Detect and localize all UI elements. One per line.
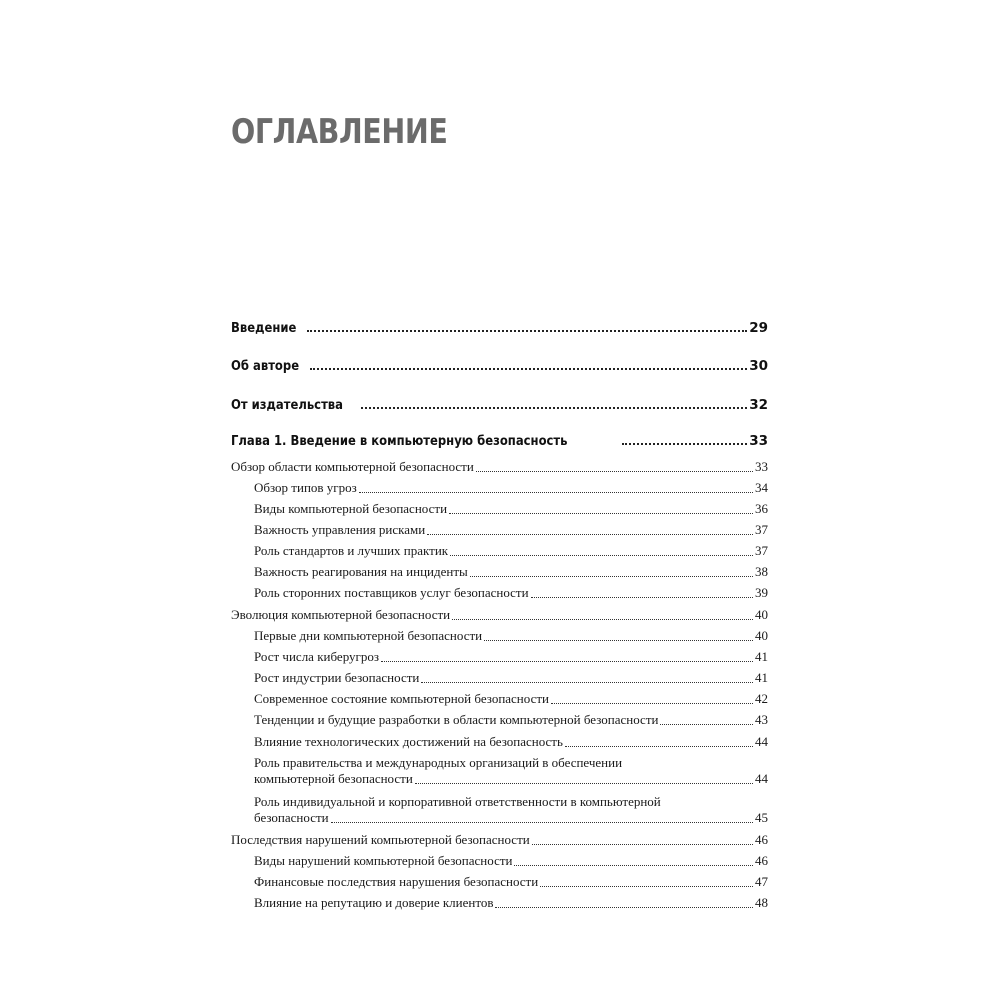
toc-subsection[interactable] bbox=[254, 691, 768, 707]
toc-subsection[interactable] bbox=[254, 794, 768, 826]
toc-page-number: 48 bbox=[755, 895, 768, 910]
toc-entry-chapter-1[interactable] bbox=[231, 433, 768, 449]
toc-page-number: 44 bbox=[755, 734, 768, 749]
toc-section-title: Обзор области компьютерной безопасности bbox=[231, 459, 474, 474]
dot-leader bbox=[452, 619, 753, 620]
toc-subsection-title: Роль сторонних поставщиков услуг безопасности bbox=[254, 585, 529, 600]
toc-entry-title: Введение bbox=[231, 320, 297, 336]
toc-section[interactable] bbox=[231, 459, 768, 475]
toc-subsection[interactable] bbox=[254, 480, 768, 496]
toc-entry-introduction[interactable] bbox=[231, 320, 768, 336]
toc-page-number: 43 bbox=[755, 712, 768, 727]
toc-subsection-title: Рост числа киберугроз bbox=[254, 649, 379, 664]
dot-leader bbox=[476, 471, 753, 472]
dot-leader bbox=[381, 661, 753, 662]
toc-page-number: 37 bbox=[755, 543, 768, 558]
toc-subsection-title: Современное состояние компьютерной безопасности bbox=[254, 691, 550, 706]
toc-page-number: 44 bbox=[755, 771, 768, 786]
toc-subsection-title: Виды компьютерной безопасности bbox=[254, 501, 448, 516]
toc-subsection-title-line2: компьютерной безопасности bbox=[254, 771, 413, 786]
toc-page-number: 33 bbox=[749, 433, 768, 449]
dot-leader bbox=[622, 443, 747, 445]
toc-page-number: 41 bbox=[755, 670, 768, 685]
toc-subsection[interactable] bbox=[254, 755, 768, 787]
toc-section-title: Последствия нарушений компьютерной безопасности bbox=[231, 832, 530, 847]
toc-subsection[interactable] bbox=[254, 564, 768, 580]
toc-page-number: 30 bbox=[749, 358, 768, 374]
toc-page-number: 33 bbox=[755, 459, 768, 474]
toc-subsection[interactable] bbox=[254, 895, 768, 911]
dot-leader bbox=[660, 724, 753, 725]
dot-leader bbox=[427, 534, 753, 535]
toc-page-number: 47 bbox=[755, 874, 768, 889]
dot-leader bbox=[307, 330, 747, 332]
toc-subsection[interactable] bbox=[254, 649, 768, 665]
toc-page-number: 29 bbox=[749, 320, 768, 336]
toc-subsection[interactable] bbox=[254, 543, 768, 559]
dot-leader bbox=[495, 907, 753, 908]
dot-leader bbox=[484, 640, 753, 641]
dot-leader bbox=[531, 597, 753, 598]
toc-subsection[interactable] bbox=[254, 628, 768, 644]
dot-leader bbox=[450, 555, 753, 556]
toc-page-number: 37 bbox=[755, 522, 768, 537]
dot-leader bbox=[331, 822, 753, 823]
dot-leader bbox=[310, 368, 747, 370]
dot-leader bbox=[540, 886, 753, 887]
dot-leader bbox=[361, 407, 747, 409]
toc-subsection-title-line1: Роль индивидуальной и корпоративной ответственности в компьютерной bbox=[254, 794, 661, 809]
toc-entry-title: Об авторе bbox=[231, 358, 300, 374]
toc-subsection-title: Роль стандартов и лучших практик bbox=[254, 543, 449, 558]
dot-leader bbox=[359, 492, 753, 493]
dot-leader bbox=[514, 865, 753, 866]
dot-leader bbox=[565, 746, 753, 747]
toc-page-number: 39 bbox=[755, 585, 768, 600]
dot-leader bbox=[415, 783, 753, 784]
dot-leader bbox=[551, 703, 753, 704]
toc-subsection-title: Тенденции и будущие разработки в области компьютерной безопасности bbox=[254, 712, 659, 727]
toc-page-number: 40 bbox=[755, 607, 768, 622]
toc-subsection-title: Рост индустрии безопасности bbox=[254, 670, 420, 685]
toc-subsection[interactable] bbox=[254, 734, 768, 750]
toc-entry-from-publisher[interactable] bbox=[231, 397, 768, 413]
toc-page-number: 34 bbox=[755, 480, 768, 495]
toc-page-number: 45 bbox=[755, 810, 768, 825]
toc-section[interactable] bbox=[231, 832, 768, 848]
toc-page-number: 42 bbox=[755, 691, 768, 706]
toc-subsection[interactable] bbox=[254, 712, 768, 728]
dot-leader bbox=[449, 513, 753, 514]
toc-subsection-title-line2: безопасности bbox=[254, 810, 329, 825]
toc-subsection[interactable] bbox=[254, 670, 768, 686]
toc-page-number: 40 bbox=[755, 628, 768, 643]
toc-subsection-title: Влияние на репутацию и доверие клиентов bbox=[254, 895, 494, 910]
toc-section-title: Эволюция компьютерной безопасности bbox=[231, 607, 451, 622]
toc-entry-about-author[interactable] bbox=[231, 358, 768, 374]
toc-page-number: 41 bbox=[755, 649, 768, 664]
toc-page-number: 46 bbox=[755, 853, 768, 868]
toc-entry-title: От издательства bbox=[231, 397, 343, 413]
toc-subsection[interactable] bbox=[254, 501, 768, 517]
toc-entry-title: Глава 1. Введение в компьютерную безопасность bbox=[231, 433, 568, 449]
toc-subsection[interactable] bbox=[254, 585, 768, 601]
dot-leader bbox=[421, 682, 753, 683]
toc-subsection-title: Первые дни компьютерной безопасности bbox=[254, 628, 483, 643]
toc-page-number: 32 bbox=[749, 397, 768, 413]
dot-leader bbox=[532, 844, 753, 845]
toc-page-number: 38 bbox=[755, 564, 768, 579]
toc-subsection-title: Обзор типов угроз bbox=[254, 480, 357, 495]
toc-subsection-title: Виды нарушений компьютерной безопасности bbox=[254, 853, 513, 868]
toc-subsection-title: Финансовые последствия нарушения безопасности bbox=[254, 874, 539, 889]
toc-subsection[interactable] bbox=[254, 874, 768, 890]
dot-leader bbox=[470, 576, 753, 577]
toc-page-number: 36 bbox=[755, 501, 768, 516]
toc-subsection-title-line1: Роль правительства и международных организаций в обеспечении bbox=[254, 755, 623, 770]
toc-subsection-title: Важность реагирования на инциденты bbox=[254, 564, 468, 579]
toc-page-number: 46 bbox=[755, 832, 768, 847]
toc-subsection-title: Важность управления рисками bbox=[254, 522, 426, 537]
page-title: ОГЛАВЛЕНИЕ bbox=[231, 112, 448, 152]
toc-subsection[interactable] bbox=[254, 853, 768, 869]
toc-subsection[interactable] bbox=[254, 522, 768, 538]
toc-subsection-title: Влияние технологических достижений на безопасность bbox=[254, 734, 563, 749]
toc-section[interactable] bbox=[231, 607, 768, 623]
